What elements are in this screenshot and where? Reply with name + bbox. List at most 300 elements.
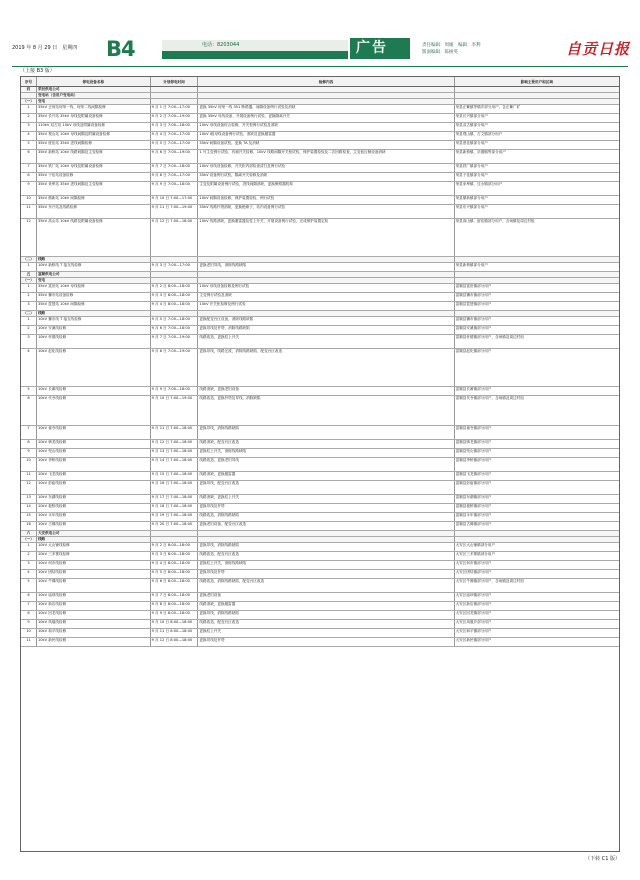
row-area — [455, 93, 619, 98]
row-area: 富顺县赵化镇部分用户 — [455, 349, 492, 353]
row-no: 12 — [21, 481, 37, 494]
row-work: 10kV 间隔设备检修，保护装置检验，例行试验 — [198, 196, 454, 204]
row-no: 9 — [21, 182, 37, 195]
row-work: 更换 35kV 母线设备、开展设备例行试验，更换隔离开关 — [198, 114, 454, 122]
row-equipment: 荣县供电公司 — [37, 87, 151, 92]
row-area: 大安区何市镇部分用户 — [455, 561, 492, 565]
col-header-time: 计划停电时间 — [151, 77, 199, 86]
row-area — [455, 87, 619, 92]
row-no: 1 — [21, 263, 37, 271]
row-no: 11 — [21, 472, 37, 480]
row-work: 线路消缺，更换避雷器 — [198, 472, 454, 480]
row-area — [455, 257, 619, 262]
row-no: 1 — [21, 284, 37, 292]
table-row — [21, 335, 619, 349]
banner-bar — [162, 51, 348, 59]
row-equipment: 35kV 度佳站 35kV 进线间隔检修 — [37, 141, 151, 149]
table-row — [21, 326, 619, 335]
row-work: 更换柱上开关 — [198, 629, 454, 637]
row-time: 9 月 12 日 8:00—18:00 — [151, 638, 199, 646]
row-no: 5 — [21, 387, 37, 395]
table-row — [21, 123, 619, 132]
row-time: 9 月 10 日 8:00—18:00 — [151, 620, 199, 628]
row-no: 7 — [21, 426, 37, 439]
row-equipment: 35kV 于佳站设备检修 — [37, 173, 151, 181]
row-time — [151, 272, 199, 277]
row-work: 更换导线及杆塔 — [198, 504, 454, 512]
row-area: 富顺县狮市镇部分用户 — [455, 293, 492, 297]
row-equipment: 10kV 庙坝线检修 — [37, 593, 151, 601]
row-work — [198, 278, 454, 283]
row-equipment: 10kV 怀德线检修 — [37, 335, 151, 348]
editor-credits: 责任编辑：周媛 编辑：李利 版面编辑：陈树英 — [422, 43, 481, 55]
table-row — [21, 513, 619, 522]
row-area: 荣县双古镇部分用户 — [455, 123, 488, 127]
row-work: 35kV 设备例行试验，隔离开关检修及消缺 — [198, 173, 454, 181]
table-row — [21, 552, 619, 561]
table-body — [21, 87, 619, 647]
col-header-equipment: 停电设备名称 — [37, 77, 151, 86]
row-equipment: 线路 — [37, 537, 151, 542]
row-time: 9 月 8 日 7:00—19:00 — [151, 349, 199, 386]
row-equipment: 10kV 赵化线检修 — [37, 349, 151, 386]
row-area — [455, 531, 619, 536]
row-equipment: 10kV 长滩线检修 — [37, 387, 151, 395]
row-work: 主变例行试验及消缺 — [198, 293, 454, 301]
row-no: 11 — [21, 638, 37, 646]
row-time: 9 月 5 日 7:00—18:00 — [151, 317, 199, 325]
row-time: 9 月 9 日 7:00—18:00 — [151, 387, 199, 395]
table-row — [21, 387, 619, 396]
row-area: 荣县鼎新镇部分用户 — [455, 196, 488, 200]
row-area: 荣县新桥镇、乐德镇等部分用户 — [455, 150, 506, 154]
col-header-area: 影响主要用户和区域 — [520, 80, 553, 84]
row-no: 五 — [21, 272, 37, 277]
row-no: 6 — [21, 150, 37, 163]
row-no: 5 — [21, 141, 37, 149]
row-time: 9 月 3 日 7:00—18:00 — [151, 123, 199, 131]
row-equipment: 35kV 长兴站 35kV 母线及附属设备检修 — [37, 114, 151, 122]
row-area: 大安区团结镇部分用户 — [455, 570, 492, 574]
row-equipment: 线路 — [37, 311, 151, 316]
row-no: 1 — [21, 543, 37, 551]
row-no: 4 — [21, 349, 37, 386]
table-row — [21, 629, 619, 638]
row-work: 线路改造，消除线路缺陷，配变台区改造 — [198, 579, 454, 592]
row-equipment: 10kV 新民线检修 — [37, 638, 151, 646]
row-time: 9 月 6 日 7:00—18:00 — [151, 326, 199, 334]
continued-from-note: （上接 B3 版） — [20, 68, 55, 74]
row-work: 10kV 开关柜检修及例行试验 — [198, 302, 454, 310]
row-no: 1 — [21, 105, 37, 113]
row-time: 9 月 5 日 8:00—18:00 — [151, 570, 199, 578]
row-work: 主变及附属设备例行试验，进线间隔消缺，更换断路器机构 — [198, 182, 454, 195]
row-area: 荣县正紫镇等镇乡部分用户，含正紫厂矿 — [455, 105, 521, 109]
row-time: 9 月 4 日 7:00—17:00 — [151, 132, 199, 140]
row-time: 9 月 19 日 7:00—18:00 — [151, 513, 199, 521]
row-no: 10 — [21, 629, 37, 637]
row-area: 大安区牛佛镇部分用户，含场镇及周边村组 — [455, 579, 524, 583]
row-time: 9 月 10 日 7:00—19:00 — [151, 396, 199, 425]
row-no: 8 — [21, 611, 37, 619]
row-equipment: 10kV 团结线检修 — [37, 570, 151, 578]
table-row — [21, 317, 619, 326]
row-area: 荣县观山镇、古文镇部分用户 — [455, 132, 503, 136]
row-equipment: 10kV 新桥线 T 接支线检修 — [37, 263, 151, 271]
outage-schedule-table — [20, 76, 620, 852]
row-area: 大安区新民镇部分用户 — [455, 638, 492, 642]
row-work: 更换导线及杆塔 — [198, 638, 454, 646]
row-area: 荣县度佳镇部分用户 — [455, 141, 488, 145]
row-area: 大安区和平镇部分用户 — [455, 629, 492, 633]
row-time: 9 月 14 日 7:00—18:00 — [151, 458, 199, 471]
table-row — [21, 132, 619, 141]
row-time: 9 月 13 日 7:00—18:00 — [151, 449, 199, 457]
row-equipment: 35kV 东兴站及线路检修 — [37, 205, 151, 218]
row-work — [198, 257, 454, 262]
row-no: 4 — [21, 132, 37, 140]
row-time: 9 月 18 日 7:00—18:00 — [151, 504, 199, 512]
table-row — [21, 620, 619, 629]
row-area: 荣县于佳镇部分用户 — [455, 173, 488, 177]
row-work: 35kV 间隔设备试验，更换 TA 及消缺 — [198, 141, 454, 149]
row-no: 6 — [21, 396, 37, 425]
row-equipment: 10kV 古佛线检修 — [37, 522, 151, 530]
table-row — [21, 561, 619, 570]
row-no: 3 — [21, 561, 37, 569]
row-work: 线路消缺，更换老旧设备 — [198, 387, 454, 395]
row-time — [151, 311, 199, 316]
row-area: 富顺县代寺镇部分用户，含场镇及周边村组 — [455, 396, 524, 400]
row-time: 9 月 11 日 7:00—19:00 — [151, 205, 199, 218]
row-no: （一） — [21, 99, 37, 104]
row-no: 3 — [21, 123, 37, 131]
row-work: 线路消缺，配变台区改造 — [198, 440, 454, 448]
row-equipment: 富顺供电公司 — [37, 272, 151, 277]
row-work: 10kV 母线设备综合检修，开关柜例行试验及消缺 — [198, 123, 454, 131]
row-area: 大安区凤凰乡部分用户 — [455, 620, 492, 624]
row-time: 9 月 4 日 8:00—18:00 — [151, 561, 199, 569]
row-time: 9 月 3 日 8:00—18:00 — [151, 293, 199, 301]
table-row — [21, 263, 619, 272]
row-equipment: 10kV 童寺线检修 — [37, 426, 151, 439]
row-area: 荣县铁厂镇部分用户 — [455, 164, 488, 168]
row-equipment: 10kV 何市线检修 — [37, 561, 151, 569]
row-time: 9 月 4 日 8:00—18:00 — [151, 302, 199, 310]
row-no: 2 — [21, 114, 37, 122]
row-work: 更换导线及杆塔 — [198, 570, 454, 578]
row-equipment: 10kV 永年线检修 — [37, 513, 151, 521]
row-work: 线路改造，配变台区改造 — [198, 552, 454, 560]
table-row — [21, 284, 619, 293]
masthead — [12, 36, 631, 70]
table-row — [21, 302, 619, 311]
table-row — [21, 481, 619, 495]
row-area: 富顺县怀德镇部分用户，含场镇及周边村组 — [455, 335, 524, 339]
row-area: 富顺县东湖镇部分用户 — [455, 495, 492, 499]
col-header-no: 序号 — [21, 77, 37, 86]
row-work: 线路消缺，更换避雷器 — [198, 602, 454, 610]
row-no: （二） — [21, 311, 37, 316]
row-equipment: 35kV 鼎新站 10kV 间隔检修 — [37, 196, 151, 204]
row-equipment: 35kV 富世站 10kV 母线检修 — [37, 284, 151, 292]
row-no: （一） — [21, 278, 37, 283]
row-work — [198, 272, 454, 277]
row-equipment: 变电站（含用户变电站） — [37, 93, 151, 98]
row-area: 富顺县琵琶镇部分用户 — [455, 302, 492, 306]
row-work — [198, 531, 454, 536]
row-equipment: 35kV 新桥站 10kV 线路间隔及主变检修 — [37, 150, 151, 163]
row-area: 富顺县骑龙镇部分用户 — [455, 440, 492, 444]
table-row — [21, 293, 619, 302]
row-work: 线路改造，配变台区改造 — [198, 620, 454, 628]
row-area: 荣县新桥镇部分用户 — [455, 263, 488, 267]
section-title: 广告 — [350, 38, 410, 59]
row-equipment: 10kV 东湖线检修 — [37, 495, 151, 503]
row-equipment: 10kV 牛佛线检修 — [37, 579, 151, 592]
row-work: 更换配变台区设备，消除线路缺陷 — [198, 317, 454, 325]
row-time: 9 月 9 日 7:00—18:00 — [151, 182, 199, 195]
table-row — [21, 182, 619, 196]
row-no: 8 — [21, 440, 37, 448]
row-equipment: 10kV 兜山线检修 — [37, 449, 151, 457]
table-row — [21, 150, 619, 164]
row-equipment: 35kV 观山站 10kV 母线间隔及附属设备检修 — [37, 132, 151, 140]
row-equipment: 35kV 正何站何荣一线、何荣二线间隔检修 — [37, 105, 151, 113]
row-area: 富顺县童寺镇部分用户 — [455, 426, 492, 430]
row-equipment: 10kV 三多寨线检修 — [37, 552, 151, 560]
table-row — [21, 219, 619, 257]
row-no: 1 — [21, 317, 37, 325]
row-no: 9 — [21, 449, 37, 457]
table-row — [21, 570, 619, 579]
row-equipment: 35kV 高山站 10kV 线路及附属设备检修 — [37, 219, 151, 256]
row-equipment: 35kV 狮市站设备检修 — [37, 293, 151, 301]
row-equipment: 10kV 新店线检修 — [37, 602, 151, 610]
row-equipment: 110kV 双古站 10kV 母线及附属设备检修 — [37, 123, 151, 131]
row-time: 9 月 1 日 7:00—17:00 — [151, 105, 199, 113]
row-equipment: 35kV 来牟站 35kV 进线间隔及主变检修 — [37, 182, 151, 195]
row-no: 六 — [21, 531, 37, 536]
phone-banner: 电话：8203044 — [162, 40, 348, 51]
row-equipment: 10kV 凤凰线检修 — [37, 620, 151, 628]
row-no: 7 — [21, 164, 37, 172]
row-equipment: 10kV 安溪线检修 — [37, 326, 151, 334]
row-time: 9 月 9 日 8:00—18:00 — [151, 611, 199, 619]
row-area — [455, 272, 619, 277]
row-area: 富顺县长滩镇部分用户 — [455, 387, 492, 391]
row-time: 9 月 3 日 7:00—17:00 — [151, 263, 199, 271]
row-area: 富顺县安溪镇部分用户 — [455, 326, 492, 330]
row-time: 9 月 8 日 7:00—17:00 — [151, 173, 199, 181]
row-no: 15 — [21, 513, 37, 521]
row-work: 1 号主变例行试验、有载开关检修，10kV 线路间隔开关柜试验，保护装置检验及二次回路检查，主变低压侧设备消缺 — [198, 150, 454, 163]
issue-date: 2019 年 8 月 29 日 星期四 — [12, 45, 78, 51]
row-time: 9 月 12 日 7:00—18:00 — [151, 440, 199, 448]
row-no: （二） — [21, 257, 37, 262]
row-no: 11 — [21, 205, 37, 218]
newspaper-logo: 自贡日报 — [566, 40, 631, 58]
row-no: 8 — [21, 173, 37, 181]
continued-to-note: （下转 C1 版） — [585, 856, 620, 862]
row-no: 四 — [21, 87, 37, 92]
row-time: 9 月 2 日 8:00—18:00 — [151, 284, 199, 292]
row-work — [198, 87, 454, 92]
row-no: 5 — [21, 579, 37, 592]
row-area — [455, 311, 619, 316]
row-area: 大安区大山铺镇部分用户 — [455, 543, 496, 547]
table-row — [21, 458, 619, 472]
row-time: 9 月 7 日 7:00—19:00 — [151, 335, 199, 348]
row-area: 富顺县狮市镇部分用户 — [455, 317, 492, 321]
row-time: 9 月 11 日 7:00—18:00 — [151, 426, 199, 439]
row-no: （一） — [21, 537, 37, 542]
table-row — [21, 349, 619, 387]
row-time: 9 月 16 日 7:00—18:00 — [151, 481, 199, 494]
row-no: 7 — [21, 602, 37, 610]
row-work: 更换导线及杆塔，消除线路缺陷 — [198, 326, 454, 334]
row-equipment: 10kV 骑龙线检修 — [37, 440, 151, 448]
col-header-work: 检修内容 — [198, 77, 454, 86]
row-time: 9 月 2 日 7:00—19:00 — [151, 114, 199, 122]
row-equipment: 10kV 回龙线检修 — [37, 611, 151, 619]
table-row — [21, 440, 619, 449]
table-row — [21, 196, 619, 205]
row-equipment: 变电 — [37, 278, 151, 283]
row-work — [198, 93, 454, 98]
row-no: 14 — [21, 504, 37, 512]
table-row — [21, 449, 619, 458]
row-no: 6 — [21, 593, 37, 601]
page-number: B4 — [106, 37, 135, 61]
row-no: 3 — [21, 302, 37, 310]
row-area: 大安区回龙镇部分用户 — [455, 611, 492, 615]
row-work: 线路改造，更换老旧导线 — [198, 458, 454, 471]
row-time: 9 月 6 日 7:00—19:00 — [151, 150, 199, 163]
row-area: 大安区新店镇部分用户 — [455, 602, 492, 606]
row-equipment: 10kV 彭庙线检修 — [37, 481, 151, 494]
row-area: 富顺县富世镇部分用户 — [455, 284, 492, 288]
row-area: 富顺县李桥镇部分用户 — [455, 458, 492, 462]
row-no: 16 — [21, 522, 37, 530]
row-time — [151, 537, 199, 542]
row-no: 3 — [21, 335, 37, 348]
row-time: 9 月 12 日 7:00—18:00 — [151, 219, 199, 256]
row-area: 富顺县板桥镇部分用户 — [455, 504, 492, 508]
row-no — [21, 93, 37, 98]
row-area: 富顺县飞龙镇部分用户 — [455, 472, 492, 476]
row-area: 荣县东兴镇部分用户 — [455, 205, 488, 209]
table-row — [21, 504, 619, 513]
row-no: 10 — [21, 196, 37, 204]
row-time: 9 月 5 日 7:00—17:00 — [151, 141, 199, 149]
row-time — [151, 531, 199, 536]
table-row — [21, 602, 619, 611]
row-work — [198, 311, 454, 316]
table-row — [21, 472, 619, 481]
row-work — [198, 537, 454, 542]
row-time: 9 月 2 日 8:00—18:00 — [151, 543, 199, 551]
row-work: 更换导线，线路迁改，消除线路缺陷，配变台区改造 — [198, 349, 454, 386]
row-work: 线路改造，消除线路缺陷 — [198, 513, 454, 521]
row-work: 10kV 母线设备检修，开关柜内部检查清扫及例行试验 — [198, 164, 454, 172]
row-area: 大安区庙坝镇部分用户 — [455, 593, 492, 597]
table-header — [21, 77, 619, 87]
table-row — [21, 593, 619, 602]
table-row — [21, 396, 619, 426]
row-no: 2 — [21, 552, 37, 560]
row-equipment: 大安供电公司 — [37, 531, 151, 536]
row-equipment: 35kV 铁厂站 10kV 母线及附属设备检修 — [37, 164, 151, 172]
row-work: 更换老旧设备，配变台区改造 — [198, 522, 454, 530]
row-work: 更换老旧导线，消除线路缺陷 — [198, 263, 454, 271]
row-equipment: 变电 — [37, 99, 151, 104]
row-work: 更换老旧设备 — [198, 593, 454, 601]
row-work — [198, 99, 454, 104]
row-area: 荣县来牟镇、过水镇部分用户 — [455, 182, 503, 186]
row-area: 富顺县彭庙镇部分用户 — [455, 481, 492, 485]
row-time: 9 月 7 日 8:00—18:00 — [151, 593, 199, 601]
row-no: 12 — [21, 219, 37, 256]
table-row — [21, 522, 619, 531]
row-work: 更换 35kV 何荣一线 351 断路器，间隔设备例行试验及消缺 — [198, 105, 454, 113]
row-work: 线路改造，更换杆塔及导线，消除缺陷 — [198, 396, 454, 425]
table-row — [21, 205, 619, 219]
row-work: 更换导线，消除线路缺陷 — [198, 426, 454, 439]
row-time — [151, 99, 199, 104]
row-equipment: 线路 — [37, 257, 151, 262]
row-time: 9 月 11 日 8:00—18:00 — [151, 629, 199, 637]
row-work: 更换柱上开关，消除线路缺陷 — [198, 561, 454, 569]
row-equipment: 10kV 板桥线检修 — [37, 504, 151, 512]
row-equipment: 10kV 飞龙线检修 — [37, 472, 151, 480]
row-no: 13 — [21, 495, 37, 503]
row-time: 9 月 7 日 7:00—18:00 — [151, 164, 199, 172]
row-time — [151, 278, 199, 283]
row-work: 更换柱上开关，消除线路缺陷 — [198, 449, 454, 457]
table-row — [21, 495, 619, 504]
row-area — [455, 99, 619, 104]
row-work: 更换导线，消除线路缺陷 — [198, 611, 454, 619]
row-work: 线路消缺，更换柱上开关 — [198, 495, 454, 503]
row-area: 荣县高山镇、留佳镇部分用户，含场镇及周边村组 — [455, 219, 535, 223]
row-area — [455, 278, 619, 283]
row-area: 富顺县兜山镇部分用户 — [455, 449, 492, 453]
row-equipment: 10kV 大山铺线检修 — [37, 543, 151, 551]
row-area: 荣县长兴镇部分用户 — [455, 114, 488, 118]
table-row — [21, 611, 619, 620]
row-time: 9 月 20 日 7:00—18:00 — [151, 522, 199, 530]
row-time: 9 月 10 日 7:00—17:00 — [151, 196, 199, 204]
row-time — [151, 93, 199, 98]
row-time — [151, 87, 199, 92]
row-work: 35kV 线路杆塔消缺，更换绝缘子，站内设备例行试验 — [198, 205, 454, 218]
row-no: 2 — [21, 293, 37, 301]
row-no: 10 — [21, 458, 37, 471]
table-row — [21, 638, 619, 647]
row-area — [455, 537, 619, 542]
table-row — [21, 173, 619, 182]
row-time: 9 月 8 日 8:00—18:00 — [151, 602, 199, 610]
table-row — [21, 426, 619, 440]
row-equipment: 10kV 代寺线检修 — [37, 396, 151, 425]
masthead-rule — [12, 66, 628, 67]
row-no: 4 — [21, 570, 37, 578]
table-row — [21, 579, 619, 593]
row-area: 富顺县古佛镇部分用户 — [455, 522, 492, 526]
row-time: 9 月 3 日 8:00—18:00 — [151, 552, 199, 560]
row-work: 10kV Ⅰ段母线设备例行试验，消缺及更换避雷器 — [198, 132, 454, 140]
